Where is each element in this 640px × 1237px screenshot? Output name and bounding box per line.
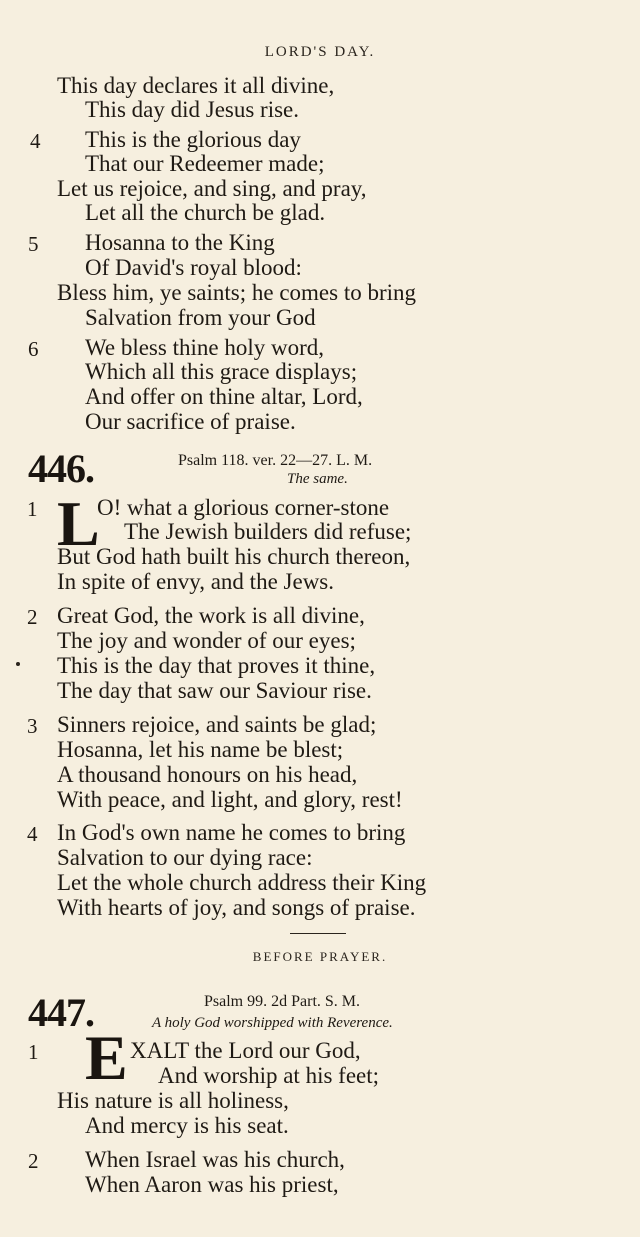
verse-line: This day declares it all divine,	[57, 73, 335, 98]
verse-line: Which all this grace displays;	[85, 359, 358, 384]
verse-number: 2	[28, 1149, 39, 1173]
verse-number: 4	[30, 129, 41, 153]
verse-line: In spite of envy, and the Jews.	[57, 569, 334, 594]
verse-line: Salvation from your God	[85, 305, 316, 330]
verse-line: The day that saw our Saviour rise.	[57, 678, 372, 703]
verse-line: The joy and wonder of our eyes;	[57, 628, 356, 653]
verse-line: O! what a glorious corner-stone	[97, 495, 390, 520]
verse-line: This is the day that proves it thine,	[57, 653, 376, 678]
verse-line: Of David's royal blood:	[85, 255, 302, 280]
verse-line: Hosanna, let his name be blest;	[57, 737, 344, 762]
verse-line: With peace, and light, and glory, rest!	[57, 787, 403, 812]
hymn-meta: Psalm 99. 2d Part. S. M.	[204, 993, 361, 1010]
verse-line: When Aaron was his priest,	[85, 1172, 339, 1197]
drop-cap: E	[85, 1022, 128, 1093]
section-title: BEFORE PRAYER.	[252, 949, 388, 964]
hymn-meta: Psalm 118. ver. 22—27. L. M.	[178, 452, 373, 469]
verse-line: When Israel was his church,	[85, 1147, 345, 1172]
verse-line: Let us rejoice, and sing, and pray,	[57, 176, 367, 201]
verse-number: 3	[27, 714, 38, 738]
verse-line: Our sacrifice of praise.	[85, 409, 296, 434]
verse-line: In God's own name he comes to bring	[57, 820, 406, 845]
verse-number: 1	[27, 497, 38, 521]
running-header: LORD'S DAY.	[264, 44, 376, 60]
hymn-subtitle: The same.	[287, 471, 348, 487]
verse-line: That our Redeemer made;	[85, 151, 325, 176]
verse-number: 5	[28, 232, 39, 256]
verse-line: And offer on thine altar, Lord,	[85, 384, 363, 409]
verse-line: Bless him, ye saints; he comes to bring	[57, 280, 417, 305]
verse-line: Salvation to our dying race:	[57, 845, 313, 870]
verse-line: This day did Jesus rise.	[85, 97, 300, 122]
verse-line: Hosanna to the King	[85, 230, 275, 255]
hymn-subtitle: A holy God worshipped with Reverence.	[152, 1015, 393, 1031]
drop-cap: L	[57, 488, 100, 559]
verse-line: We bless thine holy word,	[85, 335, 324, 360]
verse-line: Sinners rejoice, and saints be glad;	[57, 712, 377, 737]
verse-line: Great God, the work is all divine,	[57, 603, 365, 628]
verse-number: 1	[28, 1040, 39, 1064]
ink-mark	[16, 662, 20, 666]
hymn-number: 447.	[28, 990, 94, 1035]
verse-line: But God hath built his church thereon,	[57, 544, 411, 569]
verse-number: 4	[27, 822, 38, 846]
verse-line: Let the whole church address their King	[57, 870, 427, 895]
verse-line: A thousand honours on his head,	[57, 762, 358, 787]
verse-line: His nature is all holiness,	[57, 1088, 289, 1113]
verse-line: With hearts of joy, and songs of praise.	[57, 895, 416, 920]
verse-line: XALT the Lord our God,	[130, 1038, 361, 1063]
verse-line: And worship at his feet;	[158, 1063, 380, 1088]
verse-line: Let all the church be glad.	[85, 200, 326, 225]
verse-number: 6	[28, 337, 39, 361]
verse-line: And mercy is his seat.	[85, 1113, 289, 1138]
verse-line: This is the glorious day	[85, 127, 301, 152]
hymn-number: 446.	[28, 446, 94, 491]
verse-number: 2	[27, 605, 38, 629]
verse-line: The Jewish builders did refuse;	[124, 519, 412, 544]
section-rule	[290, 933, 346, 934]
